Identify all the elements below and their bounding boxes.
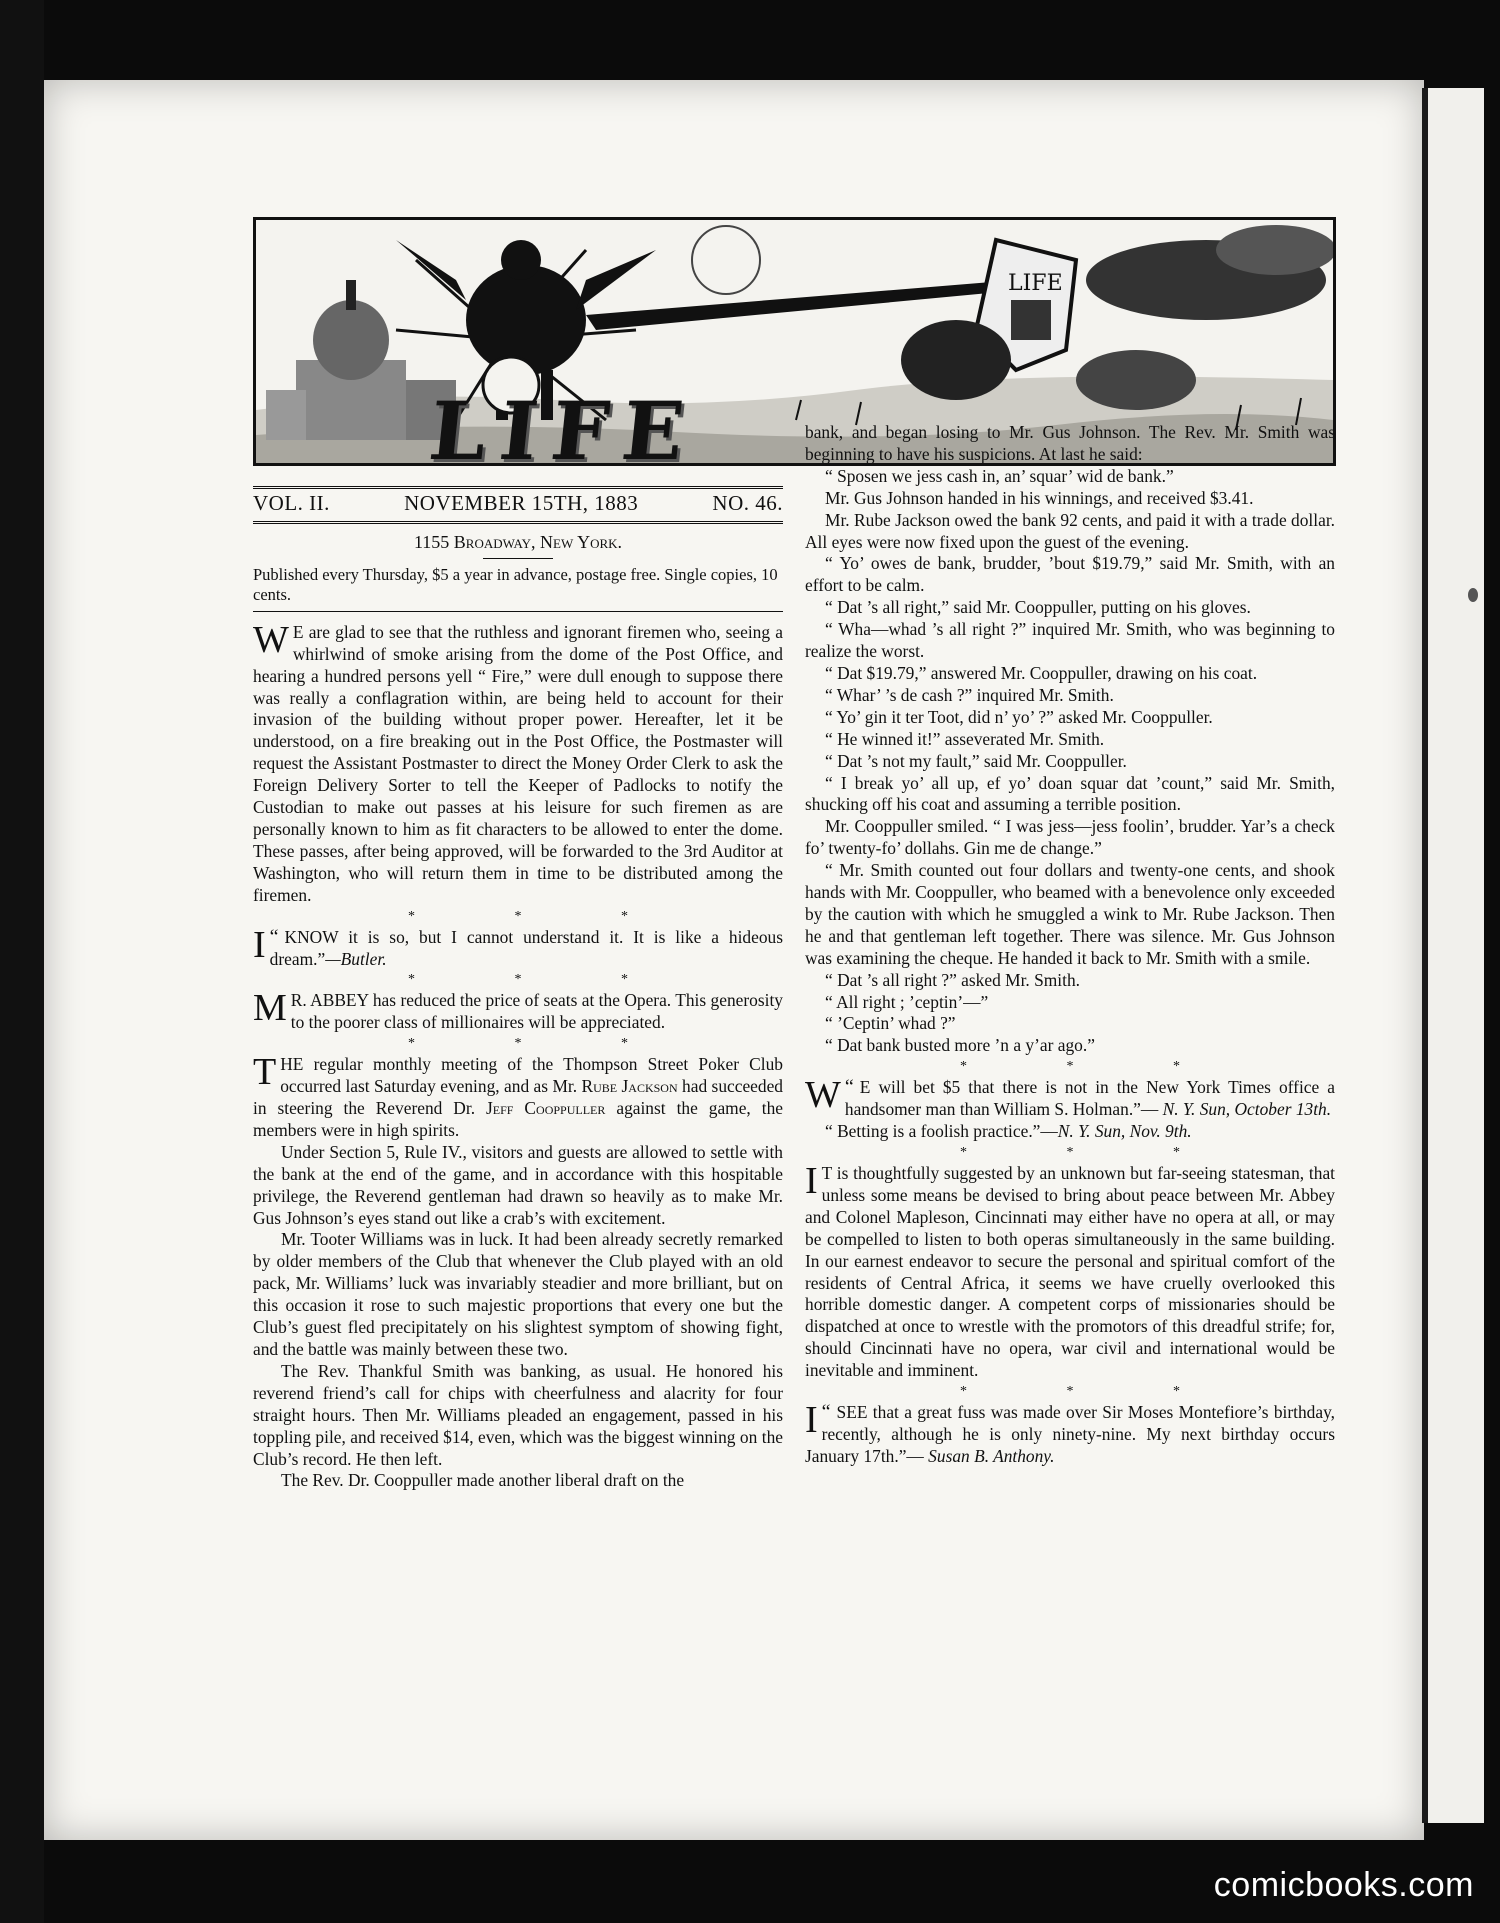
publication-note: Published every Thursday, $5 a year in advance, postage free. Single copies, 10 cents.	[253, 564, 778, 604]
svg-text:LIFE: LIFE	[1008, 271, 1063, 296]
dialogue-line: Mr. Rube Jackson owed the bank 92 cents, and paid it with a trade dollar. All eyes were now fixed upon the guest of the evening.	[805, 509, 1335, 552]
drop-cap: T	[253, 1051, 277, 1094]
drop-cap: M	[253, 987, 287, 1030]
watermark: comicbooks.com	[1213, 1866, 1474, 1904]
butler-quote: “ I KNOW it is so, but I cannot understand it. It is like a hideous dream.”—Butler.	[253, 923, 783, 969]
opera-paragraph: I T is thoughtfully suggested by an unknown but far-seeing statesman, that unless some means be devised to bring about peace between Mr. Abbey and Colonel Mapleson, Cincinnati may either have no opera at all, or may be compelled to listen to both operas simultaneously in the same building. In our earnest endeavor to secure the personal and spiritual comfort of the residents of Central Africa, it seems we have cruelly overlooked this horrible domestic danger. A competent corps of missionaries should be dispatched at once to wrestle with the promotors of this dreadful strife; for, should Cincinnati have no opera, war civil and international would be inevitable and imminent.	[805, 1160, 1335, 1381]
adjacent-page-edge	[1422, 88, 1484, 1823]
rule	[253, 611, 783, 612]
dialogue-line: Mr. Gus Johnson handed in his winnings, and received $3.41.	[825, 487, 1254, 508]
poker-dialogue	[805, 422, 1335, 1057]
section-stars: * * *	[960, 1059, 1228, 1075]
section-paragraph: Under Section 5, Rule IV., visitors and guests are allowed to settle with the bank at the end of the game, and in accordance with this hospitable privilege, the Reverend gentleman had drawn so heavily as to make Mr. Gus Johnson’s eyes stand out like a crab’s with excitement.	[253, 1141, 783, 1228]
issue-date: NOVEMBER 15TH, 1883	[404, 491, 639, 515]
betting-quote: “ Betting is a foolish practice.”—N. Y. Sun, Nov. 9th.	[825, 1121, 1192, 1142]
dialogue-line: bank, and began losing to Mr. Gus Johnson. The Rev. Mr. Smith was beginning to have his suspicions. At last he said:	[805, 422, 1335, 464]
short-rule	[483, 558, 553, 559]
dialogue-line: “ Dat ’s not my fault,” said Mr. Cooppuller.	[825, 750, 1127, 771]
montefiore-quote: “ I SEE that a great fuss was made over Sir Moses Montefiore’s birthday, recently, although he is only ninety-nine. My next birthday occurs January 17th.”— Susan B. Anthony.	[805, 1399, 1335, 1466]
masthead-title: LIFE	[425, 384, 703, 478]
drop-cap: W	[805, 1074, 841, 1117]
section-stars: * * *	[960, 1145, 1228, 1160]
drop-cap: I	[253, 923, 266, 966]
drop-cap: I	[805, 1399, 818, 1442]
section-stars: * * *	[408, 972, 676, 988]
dialogue-line: “ ’Ceptin’ whad ?”	[825, 1013, 956, 1034]
dialogue-line: “ I break yo’ all up, ef yo’ doan squar dat ’count,” said Mr. Smith, shucking off his coat and assuming a terrible position.	[805, 772, 1335, 815]
tooter-paragraph: Mr. Tooter Williams was in luck. It had been already secretly remarked by older members of the Club that whenever the Club played with an old pack, Mr. Williams’ luck was invariably steadier and more brilliant, but on this occasion it rose to such majestic proportions that every one but the Club’s guest fled precipitately on his slightest symptom of showing fight, and the battle was mainly between these two.	[253, 1229, 783, 1359]
dialogue-line: “ Mr. Smith counted out four dollars and twenty-one cents, and shook hands with Mr. Cooppuller, who beamed with a benevolence only exceeded by the caution with which he smuggled a wink to Mr. Rube Jackson. Then he and that gentleman left together. There was silence. Mr. Gus Johnson was examining the cheque. He handed it back to Mr. Smith with a smile.	[805, 860, 1335, 968]
dialogue-line: “ Dat bank busted more ’n a y’ar ago.”	[825, 1035, 1095, 1056]
section-stars: * * *	[960, 1384, 1228, 1400]
rule	[253, 521, 783, 524]
cooppuller-paragraph: The Rev. Dr. Cooppuller made another liberal draft on the	[281, 1470, 685, 1491]
page-mark	[1468, 588, 1478, 602]
issue-line	[253, 486, 783, 515]
thankful-paragraph: The Rev. Thankful Smith was banking, as usual. He honored his reverend friend’s call for chips with cheerfulness and alacrity for four straight hours. Then Mr. Williams pleaded an engagement, passed in his toppling pile, and received $14, even, which was the biggest winning on the Club’s record. He then left.	[253, 1360, 783, 1469]
left-column	[253, 486, 783, 1492]
drop-cap: I	[805, 1160, 818, 1202]
drop-cap: W	[253, 618, 289, 661]
section-stars: * * *	[408, 1036, 676, 1052]
scan-border	[0, 0, 44, 1923]
dialogue-line: “ Sposen we jess cash in, an’ squar’ wid de bank.”	[825, 465, 1174, 486]
right-column	[805, 422, 1335, 1468]
abbey-paragraph: M R. ABBEY has reduced the price of seats at the Opera. This generosity to the poorer class of millionaires will be appreciated.	[253, 987, 783, 1033]
volume: VOL. II.	[253, 491, 330, 515]
issue-number: NO. 46.	[712, 491, 783, 515]
holman-quote: “ W E will bet $5 that there is not in the New York Times office a handsomer man than William S. Holman.”— N. Y. Sun, October 13th.	[805, 1074, 1335, 1120]
dialogue-line: Mr. Cooppuller smiled. “ I was jess—jess foolin’, brudder. Yar’s a check fo’ twenty-fo’ dollahs. Gin me de change.”	[805, 816, 1335, 859]
dialogue-line: “ Dat ’s all right,” said Mr. Cooppuller, putting on his gloves.	[825, 597, 1251, 618]
address: 1155 Broadway, New York.	[413, 531, 623, 552]
dialogue-line: “ Yo’ gin it ter Toot, did n’ yo’ ?” asked Mr. Cooppuller.	[825, 706, 1213, 727]
dialogue-line: “ Wha—whad ’s all right ?” inquired Mr. Smith, who was beginning to realize the worst.	[805, 619, 1335, 662]
dialogue-line: “ Whar’ ’s de cash ?” inquired Mr. Smith.	[825, 684, 1114, 705]
dialogue-line: “ He winned it!” asseverated Mr. Smith.	[825, 728, 1105, 749]
firemen-paragraph: W E are glad to see that the ruthless and ignorant firemen who, seeing a whirlwind of smoke arising from the dome of the Post Office, and hearing a hundred persons yell “ Fire,” were dull enough to suppose there was really a conflagration within, are being held to account for their invasion of the building without proper power. Hereafter, let it be understood, on a fire breaking out in the Post Office, the Postmaster will request the Assistant Postmaster to direct the Money Order Clerk to ask the Foreign Delivery Sorter to tell the Keeper of Padlocks to notify the Custodian to make out passes at his leisure for such firemen as are personally known to him as fit characters to be allowed to enter the dome. These passes, after being approved, will be forwarded to the 3rd Auditor at Washington, who will return them in time to be distributed among the firemen.	[253, 618, 783, 905]
dialogue-line: “ All right ; ’ceptin’—”	[825, 991, 989, 1012]
poker-paragraph: THE regular monthly meeting of the Thompson Street Poker Club occurred last Saturday evening, and as Mr. Rube Jackson had succeeded in steering the Reverend Dr. Jeff Cooppuller against the game, the members were in high spirits.	[253, 1051, 783, 1140]
dialogue-line: “ Dat $19.79,” answered Mr. Cooppuller, drawing on his coat.	[825, 662, 1258, 683]
dialogue-line: “ Yo’ owes de bank, brudder, ’bout $19.79,” said Mr. Smith, with an effort to be calm.	[805, 553, 1335, 596]
dialogue-line: “ Dat ’s all right ?” asked Mr. Smith.	[825, 969, 1081, 990]
section-stars: * * *	[408, 908, 676, 924]
